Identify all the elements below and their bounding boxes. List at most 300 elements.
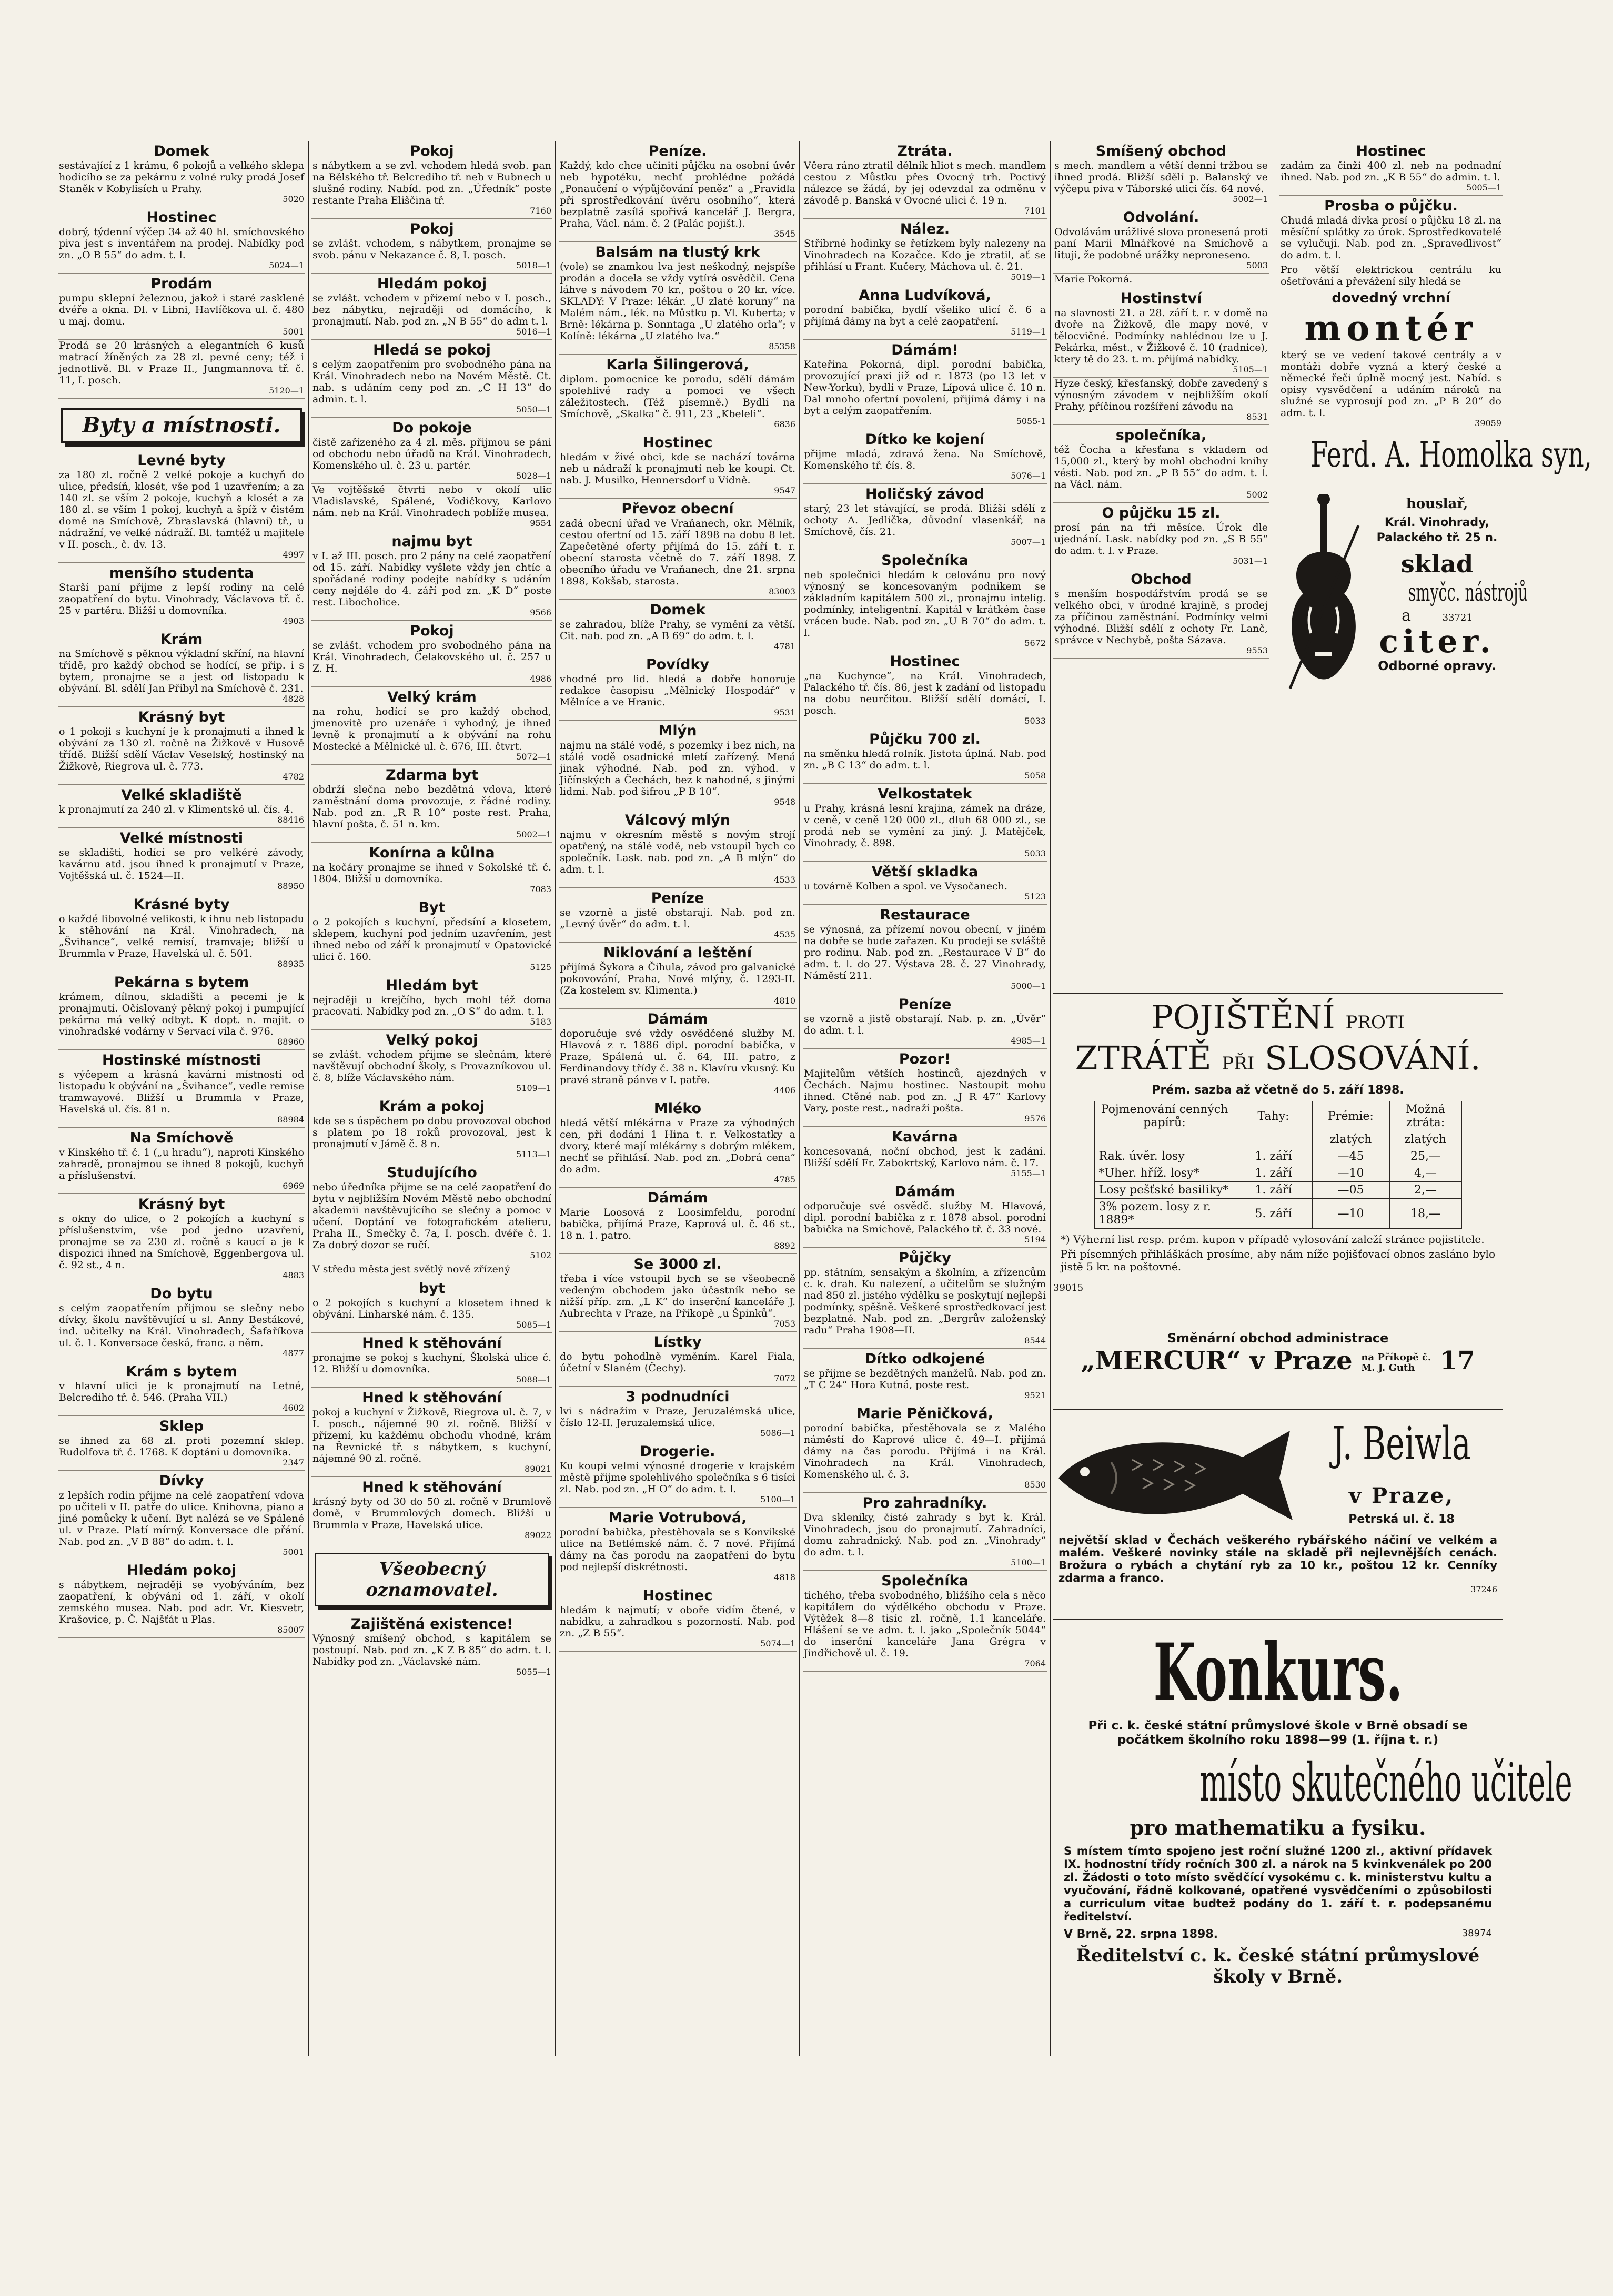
ad-text: v hlavní ulici je k pronajmutí na Letné, Belcrediho tř. č. 546. (Praha VII.) <box>59 1380 304 1403</box>
ad-number: 9547 <box>774 486 795 495</box>
ad-text: Chudá mladá dívka prosí o půjčku 18 zl. na měsíční splátky za úrok. Sprostředkovatelé se vylučují. Nab. pod zn. „Spravedlivost“ do adm. t. l. <box>1281 215 1501 261</box>
classified-ad <box>58 143 305 207</box>
classified-ad <box>311 342 552 418</box>
ad-text: Pro větší elektrickou centrálu ku ošetřování a převážení sily hledá se <box>1281 264 1501 287</box>
ad-title: Balsám na tlustý krk <box>595 244 760 260</box>
ad-text: Každý, kdo chce učiniti půjčku na osobní úvěr neb hypotéku, nechť prohlédne požádá „Ponaučení o výpůjčování peněz“ a „Pravidla při sprostředkování úvěru osobního“, která bezplatně zasílá spořivá kancelář J. Bergra, Praha, Václ. nám. č. 2 (Palác pojišt.). <box>560 160 795 229</box>
ad-title: Společníka <box>881 1573 969 1589</box>
classified-ad <box>559 1100 797 1188</box>
classified-ad <box>58 276 305 340</box>
classified-ad <box>559 357 797 432</box>
ad-text: sestávající z 1 krámu, 6 pokojů a velkého sklepa hodícího se za pekárnu z volné ruky prodá Josef Staněk v Kobylisích u Prahy. <box>59 160 304 195</box>
classified-ad <box>803 653 1047 729</box>
ad-text: u továrně Kolben a spol. ve Vysočanech. <box>804 881 1008 892</box>
classified-ad <box>58 1286 305 1361</box>
ad-text: na rohu, hodící se pro každý obchod, jmenovitě pro uzenáře i vyhodný, je ihned levně k pronajmutí a k obývání na rohu Mostecké a Mělnické ul. č. 676, III. čtvrt. <box>312 706 551 752</box>
ad-title: Hostinec <box>642 434 713 451</box>
ad-number: 5019—1 <box>1011 272 1046 282</box>
ad-title: Dítko odkojené <box>864 1351 985 1367</box>
ad-title: Krám a pokoj <box>379 1098 485 1115</box>
table-cell: —10 <box>1312 1199 1389 1229</box>
ad-text: obdrží slečna nebo bezdětná vdova, které zaměstnání doma provozuje, z řádné rodiny. Nab. pod zn. „R R 10“ poste rest. Praha, hlavní pošta, č. 51 n. km. <box>312 784 551 830</box>
ad-title: Zajištěná existence! <box>350 1616 513 1632</box>
ad-title: Pokoj <box>410 623 454 639</box>
ad-title: Převoz obecní <box>621 501 734 517</box>
ad-text: porodní babička, přestěhovala se z Malého náměstí do Kaprové ulice č. 49—I. přijímá dámy na čas porodu. Přijímá i na Král. Vinohradech na Král. Vinohradech, Komenského ul. č. 3. <box>804 1422 1046 1480</box>
ad-number: 5003 <box>1246 260 1268 270</box>
ad-text: krámem, dílnou, skladišti a pecemi je k pronajmutí. Očíslovaný pěkný pokoj i pumpující pekárna má velký odbyt. K dopt. n. majit. o vinohradské vodárny v Servací vila č. 976. <box>59 991 304 1037</box>
ad-number: 5100—1 <box>1011 1557 1046 1567</box>
ad-number: 5100—1 <box>760 1494 795 1504</box>
ad-number: 9576 <box>1024 1114 1046 1124</box>
insurance-table <box>1094 1101 1462 1229</box>
ad-number: 4828 <box>283 694 304 704</box>
ad-number: 5120—1 <box>269 386 304 396</box>
ad-title: Krám <box>160 631 203 648</box>
ad-title: Marie Pěničková, <box>856 1405 993 1422</box>
ad-number: 5076—1 <box>1011 471 1046 481</box>
ad-number: 5000—1 <box>1011 981 1046 991</box>
right-advertisements <box>1053 141 1592 2056</box>
ad-text: Stříbrné hodinky se řetízkem byly nalezeny na Vinohradech na Kozačce. Kdo je ztratil, ať se přihlásí u Frant. Kučery, Máchova ul. č. 21. <box>804 238 1046 272</box>
table-cell: 5. září <box>1235 1199 1312 1229</box>
insurance-t4: PŘI <box>1222 1053 1255 1074</box>
classified-ad <box>1053 290 1269 378</box>
classified-ad <box>1053 571 1269 659</box>
ad-title: Velké skladiště <box>121 787 242 803</box>
ad-title: Hledám byt <box>386 977 478 994</box>
insurance-advertisement <box>1053 993 1503 1303</box>
insurance-title-line2 <box>1053 1040 1503 1081</box>
ad-number: 9554 <box>530 518 551 528</box>
ad-title: Hostinské místnosti <box>102 1052 261 1068</box>
classified-ad <box>559 1443 797 1508</box>
ad-number: 7053 <box>774 1319 795 1329</box>
ad-number: 4883 <box>283 1270 304 1280</box>
ad-number: 5125 <box>530 962 551 972</box>
ad-title: Konírna a kůlna <box>369 845 495 861</box>
konkurs-sub: Při c. k. české státní průmyslové škole v Brně obsadí se počátkem školního roku 1898—99 (1. října t. r.) <box>1088 1719 1468 1747</box>
ad-number: 83003 <box>769 586 795 596</box>
ad-number: 2347 <box>283 1458 304 1468</box>
ad-text: diplom. pomocnice ke porodu, sdělí dámám spolehlivé rady a pomoci ve všech záležitostech. (Též písemně.) Bydlí na Smíchově, „Skalka“ č. 911, 23 „Kbeleli“. <box>560 373 795 420</box>
homolka-line3: Palackého tř. 25 n. <box>1376 531 1498 544</box>
ad-number: 4810 <box>774 996 795 1006</box>
ad-text: V středu města jest světlý nově zřízený <box>312 1263 510 1275</box>
table-cell: 4,— <box>1389 1165 1461 1182</box>
table-row <box>1094 1148 1461 1165</box>
classified-ad <box>58 1363 305 1416</box>
ad-title: společníka, <box>1115 427 1207 443</box>
ad-number: 5018—1 <box>516 260 551 270</box>
classified-ad <box>311 1098 552 1162</box>
ad-text: Hyze český, křesťanský, dobře zavedený s výnosným závodem v nejbližším okolí Prahy, příčinou rozšíření závodu na <box>1054 378 1268 412</box>
ad-number: 3545 <box>774 229 795 239</box>
classified-ad <box>58 974 305 1050</box>
ad-number: 9548 <box>774 797 795 807</box>
classified-ad <box>58 340 305 399</box>
monter-word: montér <box>1304 308 1478 349</box>
ad-title: Dámám <box>647 1190 708 1206</box>
classified-ad <box>58 452 305 563</box>
classified-ad <box>1053 143 1269 207</box>
ad-title: Pokoj <box>410 221 454 237</box>
ad-number: 4997 <box>283 550 304 560</box>
konkurs-field: pro mathematiku a fysiku. <box>1130 1816 1426 1839</box>
homolka-citer: citer. <box>1379 623 1495 660</box>
beiwl-advertisement <box>1053 1409 1503 1610</box>
ad-title: Odvolání. <box>1123 209 1199 226</box>
beiwl-name: J. Beiwla <box>1332 1418 1471 1470</box>
classified-ad <box>803 552 1047 651</box>
classified-ad <box>311 623 552 687</box>
ad-number: 4903 <box>283 616 304 626</box>
ad-text: hledám v živé obci, kde se nachází továrna neb u nádraží k pronajmutí neb ke koupi. Ct. nab. J. Musilko, Hennersdorf u Vídně. <box>560 451 795 486</box>
ad-number: 4406 <box>774 1085 795 1095</box>
ad-title: Hostinec <box>890 653 960 670</box>
ad-number: 8892 <box>774 1241 795 1251</box>
ad-text: s nábytkem, nejraději se vyobýváním, bez zaopatření, k obývání od 1. září, v okolí zemského musea. Nab. pod adr. Vr. Kiesvetr, Krašovice, p. Č. Najšťát u Plas. <box>59 1579 304 1625</box>
ad-title: Domek <box>154 143 209 159</box>
violin-icon <box>1279 494 1369 694</box>
ad-title: Pro zahradníky. <box>862 1495 987 1511</box>
ad-title: Byt <box>418 899 446 916</box>
ad-title: Drogerie. <box>640 1443 715 1460</box>
ad-title: Dámám <box>894 1184 955 1200</box>
ad-title: Obchod <box>1131 571 1192 588</box>
column-rule <box>1050 141 1051 2056</box>
ad-text: tichého, třeba svobodného, bližšího cela s něco kapitálem do výdělkého obchodu v Praze. Výtěžek 8—8 tisíc zl. ročně, 1.1 kanceláře. Hlášení se ve adm. t. l. jako „Společník 5044“ do inserční kanceláře Jana Grégra v Jindřichově ul. č. 19. <box>804 1590 1046 1659</box>
ad-text: o každé libovolné velikosti, k ihnu neb listopadu k stěhování na Král. Vinohradech, na „Švihance“, velké remisí, tramvaje; bližší u Brummla v Praze, Havelská ul. č. 501. <box>59 913 304 959</box>
ad-text: Výnosný smíšený obchod, s kapitálem se postoupí. Nab. pod zn. „K Z B 85“ do adm. t. l. Nabídky pod zn. „Václavské nám. <box>312 1633 551 1667</box>
konkurs-big: místo skutečného učitele <box>1199 1752 1572 1813</box>
ad-text: Prodá se 20 krásných a elegantních 6 kusů matrací žíněných za 28 zl. pevné ceny; též i jednotlivě. Bl. v Praze II., Jungmannova tř. č. 11, I. posch. <box>59 340 304 386</box>
insurance-t1: POJIŠTĚNÍ <box>1151 998 1335 1036</box>
classified-ad <box>559 1389 797 1441</box>
ad-title: Prodám <box>150 276 213 292</box>
ad-title: Pokoj <box>410 143 454 159</box>
ad-text: čistě zařízeného za 4 zl. měs. přijmou se páni od obchodu nebo úřadů na Král. Vinohradech, Komenského ul. č. 23 u. partér. <box>312 437 551 471</box>
ad-text: se skladišti, hodící se pro velkéré závody, kavárnu atd. jsou ihned k pronajmutí v Praze, Vojtěšská ul. č. 1524—II. <box>59 847 304 882</box>
ad-number: 88950 <box>277 881 304 891</box>
table-cell: zlatých <box>1389 1131 1461 1148</box>
classified-ad <box>559 1334 797 1387</box>
ad-number: 5050—1 <box>516 404 551 414</box>
classified-ad <box>803 287 1047 340</box>
ad-text: o 2 pokojích s kuchyní, předsíní a klosetem, sklepem, kuchyní pod jedním uzavřením, jest ihned nebo od září k pronajmutí v Opatovické ulici č. 160. <box>312 916 551 963</box>
ad-number: 5672 <box>1024 638 1046 648</box>
ad-text: najmu v okresním městě s novým strojí opatřený, na stálé vodě, neb vstoupil bych co společník. Lask. nab. pod zn. „A B mlýn“ do adm. t. l. <box>560 829 795 875</box>
beiwl-addr: Petrská ul. č. 18 <box>1348 1513 1455 1526</box>
ad-text: nebo úředníka přijme se na celé zaopatření do bytu v nejbližším Novém Městě nebo obchodní akademii navštěvujícího se slečny a pomoc v učení. Doptání ve fotografickém atelieru, Praha II., Smečky č. 7a, I. posch. dvéře č. 1. Za dobrý dozor se ručí. <box>312 1181 551 1251</box>
ad-number: 5055-1 <box>1016 416 1046 426</box>
ad-text: pronajme se pokoj s kuchyní, Školská ulice č. 12. Bližší u domovníka. <box>312 1352 551 1375</box>
ad-text: neb společnici hledám k celovánu pro nový výnosný se koncesovaným podnikem se základním kapitálem 500 zl., pronajmu intelig. podmínky, inteligentní. Kapitál v krátkém čase vrácen bude. Nab. pod zn. „U B 70“ do adm. t. l. <box>804 569 1046 639</box>
classified-ad <box>559 143 797 242</box>
ad-number: 8544 <box>1024 1336 1046 1346</box>
table-cell: —10 <box>1312 1165 1389 1182</box>
ad-number: 5072—1 <box>516 752 551 762</box>
ad-title: menšího studenta <box>109 565 254 581</box>
ad-text: Majitelům větších hostinců, ajezdných v Čechách. Najmu hostinec. Nastoupit mohu ihned. Ctěné nab. pod zn. „J R 47“ Karlovy Vary, poste rest., nadraží pošta. <box>804 1068 1046 1114</box>
konkurs-place-row <box>1064 1928 1492 1941</box>
ad-title: O půjčku 15 zl. <box>1102 505 1221 521</box>
classified-ad <box>58 1196 305 1283</box>
classified-ad <box>58 1418 305 1471</box>
ad-text: u Prahy, krásná lesní krajina, zámek na dráze, v ceně, v ceně 120 000 zl., dluh 68 000 zl., se prodá neb se vymění za jiný. J. Matějček, Vinohrady, č. 898. <box>804 803 1046 849</box>
ad-number: 7083 <box>530 884 551 894</box>
table-cell <box>1235 1131 1312 1148</box>
ad-title: Ztráta. <box>897 143 953 159</box>
ad-text: najmu na stálé vodě, s pozemky i bez nich, na stálé vodě osadnické mletí zařízený. Mená jinak výhodné. Nab. pod zn. výhod. v Jičínských a Čechách, bez k nahodné, s jinými lidmi. Nab. pod šifrou „P B 10“. <box>560 740 795 797</box>
ad-text: do bytu pohodlně vyměním. Karel Fiala, účetní v Slaném (Čechy). <box>560 1351 795 1374</box>
ad-text: se vzorně a jistě obstarají. Nab. pod zn. „Levný úvěr“ do adm. t. l. <box>560 907 795 930</box>
homolka-line2: Král. Vinohrady, <box>1384 516 1490 529</box>
ad-text: koncesovaná, noční obchod, jest k zadání. Bližší sdělí Fr. Zabokrtský, Karlovo nám. č. 17. <box>804 1146 1046 1169</box>
ad-title: Peníze. <box>648 143 707 159</box>
ad-text: s okny do ulice, o 2 pokojích a kuchyní s příslušenstvím, vše pod jedno uzavření, pronajme se za 230 zl. ročně s kaucí a je k dispozici ihned na Smíchově, Eggenbergova ul. č. 92 st., 4 n. <box>59 1213 304 1271</box>
ad-text: s nábytkem a se zvl. vchodem hledá svob. pan na Bělského tř. Belcrediho tř. neb v Bubnech u slušné rodiny. Nabíd. pod zn. „Úředník“ poste restante Praha Eliščina tř. <box>312 160 551 206</box>
ad-title: Anna Ludvíková, <box>859 287 991 304</box>
ad-text: s celým zaopatřením přijmou se slečny nebo dívky, školu navštěvující u sl. Anny Bestákové, ind. učitelky na Král. Vinohradech, Šafaříkova ul. č. 1. Konversace česká, franc. a něm. <box>59 1302 304 1349</box>
ad-number: 5016—1 <box>516 327 551 337</box>
ad-title: Levné byty <box>137 452 226 469</box>
ad-number: 7064 <box>1024 1658 1046 1668</box>
ad-number: 5074—1 <box>760 1638 795 1648</box>
ad-title: Holičský závod <box>865 486 985 502</box>
classified-ad <box>803 431 1047 484</box>
table-row <box>1094 1199 1461 1229</box>
ad-title: Niklování a leštění <box>603 945 752 961</box>
ad-number: 5001 <box>283 1547 304 1557</box>
classified-ad <box>803 864 1047 905</box>
ad-title: Mléko <box>653 1100 702 1117</box>
konkurs-sign2: školy v Brně. <box>1213 1966 1343 1987</box>
fish-icon <box>1053 1420 1301 1531</box>
classified-ad <box>58 787 305 828</box>
ad-number: 5123 <box>1024 892 1046 902</box>
table-row <box>1094 1131 1461 1148</box>
ad-title: Válcový mlýn <box>624 812 731 828</box>
mercur-addr1: na Příkopě č. <box>1361 1351 1431 1363</box>
ad-title: Na Smíchově <box>129 1130 234 1146</box>
classified-ad <box>311 899 552 975</box>
classified-ad <box>58 1130 305 1194</box>
ad-title: Nález. <box>900 221 950 237</box>
konkurs-place: V Brně, 22. srpna 1898. <box>1064 1928 1218 1941</box>
ad-title: Hostinství <box>1120 290 1202 307</box>
ad-text: dobrý, týdenní výčep 34 až 40 hl. smíchovského piva jest s inventářem na prodej. Nabídky pod zn. „O B 55“ do adm. t. l. <box>59 226 304 261</box>
right-column-small-ads <box>1053 141 1269 659</box>
homolka-name: Ferd. A. Homolka syn, <box>1310 434 1592 475</box>
ad-number: 9521 <box>1024 1390 1046 1400</box>
ad-text: Ve vojtěšské čtvrti nebo v okolí ulic Vladislavské, Spálené, Vodičkovy, Karlovo nám. neb na Král. Vinohradech poblíže musea. <box>312 484 551 519</box>
classified-ad <box>311 1335 552 1388</box>
classified-ad <box>559 434 797 499</box>
ad-number: 5088—1 <box>516 1374 551 1384</box>
classified-ad <box>559 1256 797 1332</box>
classified-ad <box>311 767 552 843</box>
ad-text: zadám za činži 400 zl. neb na podnadní ihned. Nab. pod zn. „K B 55“ do admin. t. l. <box>1281 160 1501 183</box>
ad-text: na směnku hledá rolník. Jistota úplná. Nab. pod zn. „B C 13“ do adm. t. l. <box>804 748 1046 771</box>
classified-ad <box>559 1510 797 1585</box>
ad-title: Hostinec <box>146 209 217 226</box>
ad-text: lvi s nádražím v Praze, Jeruzalémská ulice, číslo 12-II. Jeruzalemská ulice. <box>560 1405 795 1429</box>
classified-ad <box>1279 264 1503 290</box>
table-cell: 2,— <box>1389 1182 1461 1199</box>
ad-number: 5033 <box>1024 716 1046 726</box>
ad-text: třeba i více vstoupil bych se se všeobecně vedeným obchodem jako účastník nebo se nižší příp. zm. „L K“ do inserční kanceláře J. Aubrechta v Praze, na Příkopě „u Špinků“. <box>560 1273 795 1319</box>
table-row <box>1094 1165 1461 1182</box>
ad-text: za 180 zl. ročně 2 velké pokoje a kuchyň do ulice, předsíň, klosét, vše pod 1 uzavřením; a za 140 zl. se vším 2 pokoje, kuchyň a klosét a za 180 zl. se vším 1 pokoj, kuchyň a špíž v čistém domě na Smíchově, Zbraslavská (hlavní) tř., u nádražní, ve velké nádraží. Bl. tamtéž u majitele v II. posch., č. dv. 13. <box>59 469 304 550</box>
ad-number: 7072 <box>774 1373 795 1383</box>
ad-text: starý, 23 let stávající, se prodá. Bližší sdělí z ochoty A. Jedlička, důvodní vlasenkář, na Smíchově, čís. 21. <box>804 503 1046 538</box>
classified-ad <box>58 631 305 707</box>
classified-ad <box>311 143 552 219</box>
homolka-smyc: smyčc. nástrojů <box>1408 578 1528 606</box>
ad-number: 5031—1 <box>1233 556 1268 566</box>
ad-text: na Smíchově s pěknou výkladní skříní, na hlavní třídě, pro každý obchod se hodící, se přip. i s bytem, pronajme se a jest od listopadu k obývání. Bl. sdělí Jan Přibyl na Smíchově č. 231. <box>59 648 304 694</box>
insurance-note: *) Výherní list resp. prém. kupon v případě vylosování zaleží stránce pojistitele. <box>1061 1233 1485 1246</box>
ad-number: 5002—1 <box>1233 194 1268 204</box>
ad-number: 9566 <box>530 608 551 618</box>
table-cell: Losy pešťské basiliky* <box>1094 1182 1235 1199</box>
ad-text: Dva skleníky, čisté zahrady s byt k. Král. Vinohradech, jsou do pronajmutí. Zahradníci, domu zahradnický. Nab. pod zn. „Vinohrady“ do adm. t. l. <box>804 1512 1046 1558</box>
classified-ad <box>311 533 552 621</box>
ad-text: odporučuje své osvědč. služby M. Hlavová, dipl. porodní babička z r. 1878 absol. porodní babička na Smíchově, Palackého tř. č. 33 nové. <box>804 1200 1046 1235</box>
ad-title: najmu byt <box>391 533 472 550</box>
ad-text: na kočáry pronajme se ihned v Sokolské tř. č. 1804. Bližší u domovníka. <box>312 862 551 885</box>
konkurs-sign1: Ředitelství c. k. české státní průmyslové <box>1076 1945 1480 1966</box>
classified-ad <box>311 1032 552 1096</box>
ad-title: Povídky <box>646 656 710 673</box>
ad-text: pokoj a kuchyní v Žižkově, Riegrova ul. č. 7, v I. posch., nájemné 90 zl. ročně. Bližší v přízemí, ku každému obchodu vhodné, krám na Řevnické tř. s nábytkem, s kuchyní, nájemné 90 zl. ročně. <box>312 1407 551 1464</box>
ad-title: Smíšený obchod <box>1095 143 1227 159</box>
ad-number: 5007—1 <box>1011 537 1046 547</box>
ad-number: 88960 <box>277 1037 304 1047</box>
ad-title: Hned k stěhování <box>362 1479 502 1495</box>
ad-text: Ku koupi velmi výnosné drogerie v krajském městě přijme spolehlivého společníka s 6 tisíci zl. Nab. pod zn. „H O“ do adm. t. l. <box>560 1460 795 1495</box>
ad-number: 5105—1 <box>1233 365 1268 375</box>
ad-number: 4535 <box>774 929 795 939</box>
ad-text: porodní babička, bydlí všeliko ulicí č. 6 a přijímá dámy na byt a celé zaopatření. <box>804 304 1046 327</box>
table-cell: 18,— <box>1389 1199 1461 1229</box>
ad-title: Peníze <box>651 890 704 906</box>
ad-number: 5024—1 <box>269 260 304 270</box>
ad-title: Hostinec <box>1356 143 1426 159</box>
ad-number: 88935 <box>277 959 304 969</box>
classified-ad <box>311 484 552 531</box>
ad-title: Hostinec <box>642 1587 713 1604</box>
ad-title: Do pokoje <box>392 420 472 436</box>
table-header-row <box>1094 1101 1461 1131</box>
ad-title: Prosba o půjčku. <box>1324 198 1458 214</box>
mercur-advertisement <box>1053 1331 1503 1376</box>
classified-ad <box>311 845 552 897</box>
table-cell: 1. září <box>1235 1182 1312 1199</box>
classified-ad <box>803 342 1047 429</box>
ad-number: 5005—1 <box>1466 183 1501 193</box>
ad-text: nejraději u krejčího, bych mohl též doma pracovati. Nabídky pod zn. „O S“ do adm. t. l. <box>312 994 551 1017</box>
column-3 <box>559 141 797 2056</box>
ad-text: prosí pán na tři měsíce. Úrok dle ujednání. Lask. nabídky pod zn. „S B 55“ do adm. t. l. v Praze. <box>1054 522 1268 557</box>
ad-text: porodní babička, přestěhovala se s Konvikské ulice na Betlémské nám. č. 7 nové. Přijímá dámy na čas porodu na zaopatření do bytu pod nejlepší diskrétnosti. <box>560 1526 795 1573</box>
column-4 <box>803 141 1047 2056</box>
ad-text: přijme mladá, zdravá žena. Na Smíchově, Komenského tř. čís. 8. <box>804 448 1046 471</box>
ad-text: z lepších rodin přijme na celé zaopatření vdova po učiteli v II. patře do ulice. Knihovna, piano a jiné pomůcky k učení. Byt nalézá se ve Spálené ul. v Praze. Platí mírný. Konversace dle přání. Nab. pod zn. „V B 88“ do adm. t. l. <box>59 1490 304 1547</box>
ad-title: Velký krám <box>387 689 477 705</box>
ad-number: 5058 <box>1024 771 1046 781</box>
ad-title: Krám s bytem <box>126 1363 237 1380</box>
insurance-subtitle: Prém. sazba až včetně do 5. září 1898. <box>1152 1084 1404 1097</box>
ad-text: se výnosná, za přízemí novou obecní, v jiném na dobře se bude zařazen. Ku prodeji se svláště pro rodinu. Nab. pod zn. „Restaurace V B“ do adm. t. l. do 27. Výstava 28. č. 27 Vinohrady, Náměstí 211. <box>804 924 1046 982</box>
ad-number: 88416 <box>277 815 304 825</box>
ad-title: 3 podnudníci <box>626 1389 730 1405</box>
ad-number: 4877 <box>283 1348 304 1358</box>
ad-title: Sklep <box>159 1418 204 1434</box>
insurance-title-line1 <box>1053 999 1503 1040</box>
table-header: Prémie: <box>1312 1101 1389 1131</box>
classified-ad <box>58 1473 305 1560</box>
classified-ad <box>559 501 797 600</box>
homolka-text <box>1372 494 1528 673</box>
ad-title: Hledám pokoj <box>377 276 487 292</box>
homolka-line1: houslař, <box>1406 496 1468 512</box>
ad-text: v Kinského tř. č. 1 („u hradu“), naproti Kinského zahradě, pronajmou se ihned 8 pokojů, kuchyň a příslušenství. <box>59 1147 304 1181</box>
ad-title: Peníze <box>898 996 952 1013</box>
classified-ad <box>803 1051 1047 1127</box>
insurance-t5: SLOSOVÁNÍ. <box>1265 1039 1481 1077</box>
ad-title: Se 3000 zl. <box>633 1256 722 1272</box>
ad-title: Zdarma byt <box>385 767 479 783</box>
newspaper-page <box>58 141 1592 2056</box>
classified-ad <box>803 1573 1047 1672</box>
classified-ad <box>311 689 552 765</box>
beiwl-city: v Praze, <box>1348 1483 1455 1508</box>
table-cell: 1. září <box>1235 1165 1312 1182</box>
classified-ad <box>1053 274 1269 288</box>
ad-text: se ihned za 68 zl. proti pozemní sklep. Rudolfova tř. č. 1768. K doptání u domovníka. <box>59 1435 304 1458</box>
ad-title: Marie Votrubová, <box>608 1510 747 1526</box>
ad-title: Dámám <box>647 1011 708 1027</box>
ad-number: 4602 <box>283 1403 304 1413</box>
ad-number: 5002—1 <box>516 830 551 839</box>
table-header: Pojmenování cenných papírů: <box>1094 1101 1235 1131</box>
table-cell: —45 <box>1312 1148 1389 1165</box>
classified-ad <box>311 1263 552 1278</box>
ad-number: 5194 <box>1024 1235 1046 1245</box>
classified-ad <box>803 486 1047 550</box>
classified-ad <box>58 1562 305 1638</box>
classified-ad <box>559 945 797 1009</box>
ad-number: 39015 <box>1053 1282 1084 1293</box>
classified-ad <box>1279 198 1503 264</box>
ad-number: 8530 <box>1024 1480 1046 1490</box>
ad-number: 5002 <box>1246 490 1268 500</box>
ad-number: 5113—1 <box>516 1149 551 1159</box>
ad-number: 88984 <box>277 1115 304 1125</box>
ad-title: Dámám! <box>891 342 959 358</box>
ad-text: pumpu sklepní železnou, jakož i staré zasklené dvéře a okna. Dl. v Libni, Havlíčkova ul. č. 480 u maj. domu. <box>59 292 304 327</box>
ad-number: 8531 <box>1246 412 1268 422</box>
classified-ad <box>1279 143 1503 196</box>
column-rule <box>799 141 800 2056</box>
ad-text: se zvlášt. vchodem v přízemí nebo v I. posch., bez nábytku, nejraději od domácího, k pronajmutí. Nab. pod zn. „N B 55“ do adm t. l. <box>312 292 551 327</box>
ad-text: o 1 pokoji s kuchyní je k pronajmutí a ihned k obývání za 130 zl. ročně na Žižkově v Husově třídě. Bližší sdělí Václav Veselský, hostinský na Žižkově, Riegrova ul. č. 773. <box>59 726 304 772</box>
ad-text: kde se s úspěchem po dobu provozoval obchod s platem po 18 roků provozoval, jest k pronajmutí v Jámě č. 8 n. <box>312 1115 551 1150</box>
column-1 <box>58 141 305 2056</box>
classified-ad <box>311 1165 552 1263</box>
